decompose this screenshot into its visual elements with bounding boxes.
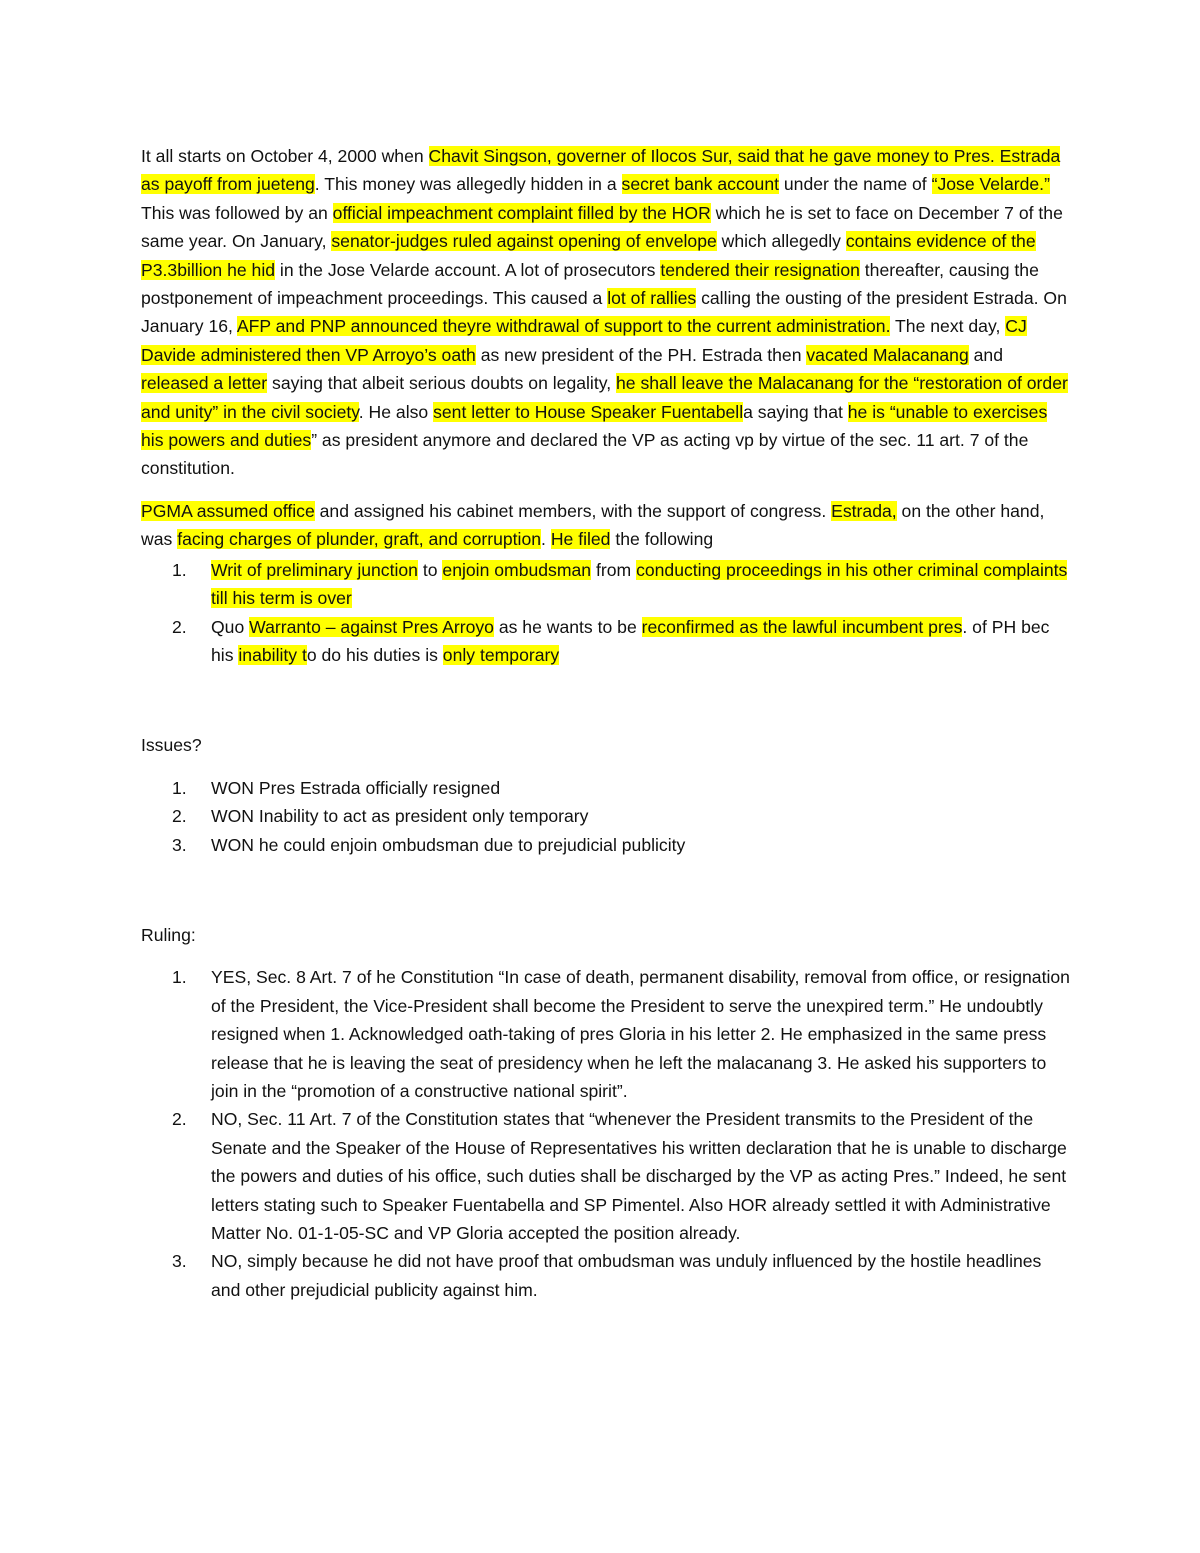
- issue-number: 2.: [172, 806, 187, 827]
- highlighted-text: Estrada,: [831, 500, 897, 521]
- issue-text: WON Inability to act as president only temporary: [211, 806, 589, 827]
- plain-text: in the Jose Velarde account. A lot of prosecutors: [275, 259, 661, 280]
- ruling-number: 2.: [172, 1109, 187, 1130]
- ruling-heading: Ruling:: [141, 924, 196, 945]
- highlighted-text: vacated Malacanang: [806, 344, 969, 365]
- issue-text: WON he could enjoin ombudsman due to prejudicial publicity: [211, 834, 686, 855]
- highlighted-text: reconfirmed as the lawful incumbent pres: [641, 616, 963, 637]
- filed-item-text: [211, 560, 1067, 608]
- highlighted-text: conducting proceedings in his other criminal complaints till his term is over: [211, 559, 1068, 609]
- ruling-item: [141, 1105, 1071, 1247]
- plain-text: under the name of: [779, 174, 932, 195]
- plain-text: which he is set to face on December 7 of the same year. On January,: [141, 202, 1063, 252]
- highlighted-text: only temporary: [442, 644, 560, 665]
- highlighted-text: CJ Davide administered then VP Arroyo’s oath: [141, 316, 1027, 365]
- plain-text: calling the ousting of the president Estrada. On January 16,: [141, 288, 1067, 337]
- issue-item: [141, 802, 1071, 830]
- issues-heading: Issues?: [141, 735, 202, 756]
- highlighted-text: Writ of preliminary junction: [211, 559, 418, 580]
- filed-item-text: [211, 617, 1049, 665]
- highlighted-text: he is “unable to exercises his powers and duties: [141, 401, 1048, 451]
- plain-text: from: [591, 559, 637, 580]
- document-body: [141, 142, 1071, 1304]
- highlighted-text: official impeachment complaint filled by the HOR: [332, 202, 711, 223]
- issue-text: WON Pres Estrada officially resigned: [211, 777, 501, 798]
- plain-text: and: [968, 344, 1003, 365]
- plain-text: on the other hand, was: [141, 500, 1045, 550]
- highlighted-text: inability t: [238, 644, 307, 665]
- highlighted-text: AFP and PNP announced theyre withdrawal of support to the current administration.: [236, 316, 891, 337]
- highlighted-text: senator-judges ruled against opening of envelope: [331, 231, 717, 252]
- highlighted-text: Warranto – against Pres Arroyo: [249, 616, 494, 637]
- plain-text: .: [541, 529, 551, 550]
- plain-text: . He also: [358, 401, 434, 422]
- issue-number: 1.: [172, 777, 187, 798]
- issue-item: [141, 774, 1071, 802]
- ruling-number: 3.: [172, 1251, 187, 1272]
- filed-item-number: 2.: [172, 616, 187, 637]
- plain-text: to: [417, 559, 443, 580]
- highlighted-text: facing charges of plunder, graft, and corruption: [177, 529, 542, 550]
- facts-paragraph-2: [141, 497, 1071, 554]
- plain-text: This was followed by an: [141, 202, 333, 223]
- issue-number: 3.: [172, 834, 187, 855]
- plain-text: . of PH bec his: [211, 616, 1050, 665]
- highlighted-text: sent letter to House Speaker Fuentabell: [433, 401, 744, 422]
- plain-text: the following: [610, 529, 714, 550]
- highlighted-text: released a letter: [141, 373, 268, 394]
- highlighted-text: He filed: [550, 529, 611, 550]
- plain-text: thereafter, causing the postponement of impeachment proceedings. This caused a: [141, 259, 1039, 309]
- filed-item-number: 1.: [172, 559, 187, 580]
- highlighted-text: tendered their resignation: [660, 259, 860, 280]
- highlighted-text: “Jose Velarde.”: [931, 174, 1050, 195]
- filed-item: [141, 613, 1071, 670]
- ruling-text: NO, Sec. 11 Art. 7 of the Constitution states that “whenever the President transmits to the President of the Senate and the Speaker of the House of Representatives his written declaration that he is unable to discharge the powers and duties of his office, such duties shall be discharged by the VP as acting Pres.” Indeed, he sent letters stating such to Speaker Fuentabella and SP Pimentel. Also HOR already settled it with Administrative Matter No. 01-1-05-SC and VP Gloria accepted the position already.: [211, 1109, 1067, 1243]
- highlighted-text: contains evidence of the P3.3billion he hid: [141, 231, 1036, 280]
- ruling-text: NO, simply because he did not have proof that ombudsman was unduly influenced by the hostile headlines and other prejudicial publicity against him.: [211, 1251, 1042, 1300]
- ruling-item: [141, 963, 1071, 1105]
- plain-text: and assigned his cabinet members, with the support of congress.: [314, 500, 832, 521]
- plain-text: Quo: [211, 616, 250, 637]
- highlighted-text: PGMA assumed office: [141, 500, 315, 521]
- filed-list: [141, 556, 1071, 670]
- highlighted-text: secret bank account: [621, 174, 779, 195]
- plain-text: o do his duties is: [306, 644, 443, 665]
- plain-text: as new president of the PH. Estrada then: [475, 344, 807, 365]
- plain-text: ” as president anymore and declared the VP as acting vp by virtue of the sec. 11 art. 7 of the constitution.: [141, 430, 1029, 479]
- ruling-list: [141, 963, 1071, 1304]
- plain-text: as he wants to be: [493, 616, 642, 637]
- issues-list: [141, 774, 1071, 859]
- plain-text: which allegedly: [716, 231, 846, 252]
- plain-text: It all starts on October 4, 2000 when: [141, 146, 429, 166]
- ruling-number: 1.: [172, 967, 187, 988]
- filed-item: [141, 556, 1071, 613]
- highlighted-text: Chavit Singson, governer of Ilocos Sur, said that he gave money to Pres. Estrada as payoff from jueteng: [141, 146, 1061, 195]
- highlighted-text: he shall leave the Malacanang for the “restoration of order and unity” in the civil society: [141, 373, 1068, 422]
- plain-text: a saying that: [743, 401, 848, 422]
- highlighted-text: enjoin ombudsman: [442, 559, 592, 580]
- plain-text: saying that albeit serious doubts on legality,: [267, 373, 616, 394]
- ruling-item: [141, 1247, 1071, 1304]
- ruling-text: YES, Sec. 8 Art. 7 of he Constitution “In case of death, permanent disability, removal from office, or resignation of the President, the Vice-President shall become the President to serve the unexpired term.” He undoubtly resigned when 1. Acknowledged oath-taking of pres Gloria in his letter 2. He emphasized in the same press release that he is leaving the seat of presidency when he left the malacanang 3. He asked his supporters to join in the “promotion of a constructive national spirit”.: [211, 967, 1070, 1101]
- facts-paragraph-1: [141, 142, 1071, 483]
- plain-text: . This money was allegedly hidden in a: [314, 174, 622, 195]
- issue-item: [141, 831, 1071, 859]
- highlighted-text: lot of rallies: [607, 288, 697, 309]
- plain-text: The next day,: [890, 316, 1006, 337]
